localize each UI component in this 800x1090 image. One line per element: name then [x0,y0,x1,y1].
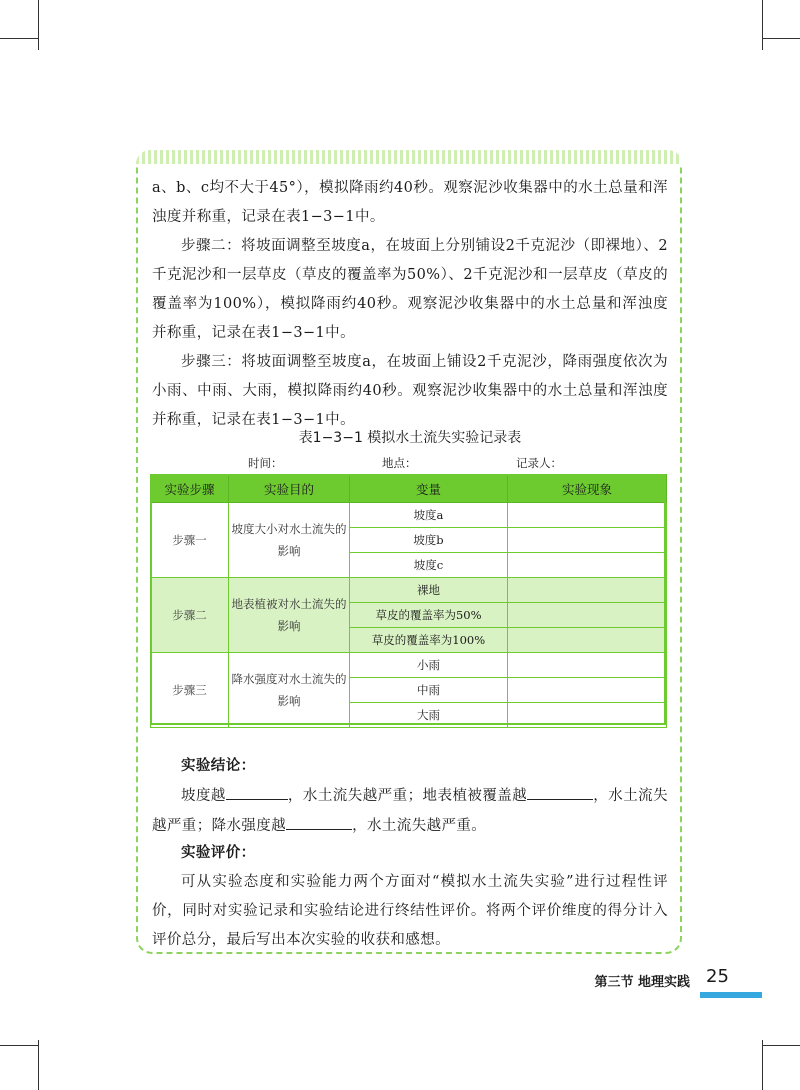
meta-place: 地点： [382,456,417,470]
section-title: 第三节 地理实践 [594,975,690,990]
conclusion-text [152,781,668,841]
evaluation-heading-line [152,839,668,868]
purpose-cell: 坡度大小对水土流失的影响 [229,503,350,578]
variable-cell: 小雨 [350,653,508,678]
variable-cell: 坡度c [350,553,508,578]
observation-cell[interactable] [508,553,667,578]
purpose-cell: 降水强度对水土流失的影响 [229,653,350,728]
evaluation-heading: 实验评价： [181,845,256,861]
step-cell: 步骤三 [151,653,229,728]
blank-vegetation[interactable] [527,781,593,800]
crop-mark [762,38,800,39]
variable-cell: 坡度b [350,528,508,553]
variable-cell: 草皮的覆盖率为50% [350,603,508,628]
paragraph-step-two: 步骤二：将坡面调整至坡度a，在坡面上分别铺设2千克泥沙（即裸地）、2千克泥沙和一层草皮（草皮的覆盖率为50%）、2千克泥沙和一层草皮（草皮的覆盖率为100%），模拟降雨约40秒。观察泥沙收集器中的水土总量和浑浊度并称重，记录在表1−3−1中。 [152,238,668,341]
variable-cell: 裸地 [350,578,508,603]
observation-cell[interactable] [508,628,667,653]
blank-rainfall[interactable] [286,811,352,830]
variable-cell: 草皮的覆盖率为100% [350,628,508,653]
table-caption: 表1−3−1 模拟水土流失实验记录表 [298,430,522,446]
conclusion-part-3: ，水土流失越严重；降水强度越 [152,788,669,834]
meta-recorder: 记录人： [516,456,562,470]
variable-cell: 大雨 [350,703,508,728]
purpose-cell: 地表植被对水土流失的影响 [229,578,350,653]
paragraph-step-one-end: a、b、c均不大于45°），模拟降雨约40秒。观察泥沙收集器中的水土总量和浑浊度并称重，记录在表1−3−1中。 [152,180,668,225]
header-observation: 实验现象 [508,475,667,503]
page-accent-bar [700,992,762,998]
evaluation-text: 可从实验态度和实验能力两个方面对“模拟水土流失实验”进行过程性评价，同时对实验记录和实验结论进行终结性评价。将两个评价维度的得分计入评价总分，最后写出本次实验的收获和感想。 [152,874,668,948]
paragraph-step-three: 步骤三：将坡面调整至坡度a，在坡面上铺设2千克泥沙，降雨强度依次为小雨、中雨、大雨，模拟降雨约40秒。观察泥沙收集器中的水土总量和浑浊度并称重，记录在表1−3−1中。 [152,354,668,428]
header-variable: 变量 [350,475,508,503]
table-row [151,503,667,528]
observation-cell[interactable] [508,578,667,603]
observation-cell[interactable] [508,503,667,528]
variable-cell: 坡度a [350,503,508,528]
header-step: 实验步骤 [151,475,229,503]
panel-top-band [136,150,682,164]
observation-cell[interactable] [508,653,667,678]
variable-cell: 中雨 [350,678,508,703]
step-cell: 步骤一 [151,503,229,578]
record-table [150,474,667,728]
crop-mark [762,1045,800,1046]
step-cell: 步骤二 [151,578,229,653]
observation-cell[interactable] [508,528,667,553]
crop-mark [38,1040,39,1090]
table-row [151,578,667,603]
conclusion-heading: 实验结论： [181,758,256,774]
observation-cell[interactable] [508,603,667,628]
header-purpose: 实验目的 [229,475,350,503]
table-row [151,653,667,678]
crop-mark [38,0,39,50]
conclusion-heading-line [152,752,668,781]
conclusion-part-4: ，水土流失越严重。 [352,818,487,834]
crop-mark [762,0,763,50]
conclusion-part-1: 坡度越 [181,788,226,804]
observation-cell[interactable] [508,678,667,703]
crop-mark [0,1045,38,1046]
crop-mark [762,1040,763,1090]
crop-mark [0,38,38,39]
observation-cell[interactable] [508,703,667,728]
page-number: 25 [706,966,729,987]
blank-slope[interactable] [226,781,288,800]
conclusion-part-2: ，水土流失越严重；地表植被覆盖越 [287,788,528,804]
meta-time: 时间： [248,456,283,470]
table-header-row [151,475,667,503]
